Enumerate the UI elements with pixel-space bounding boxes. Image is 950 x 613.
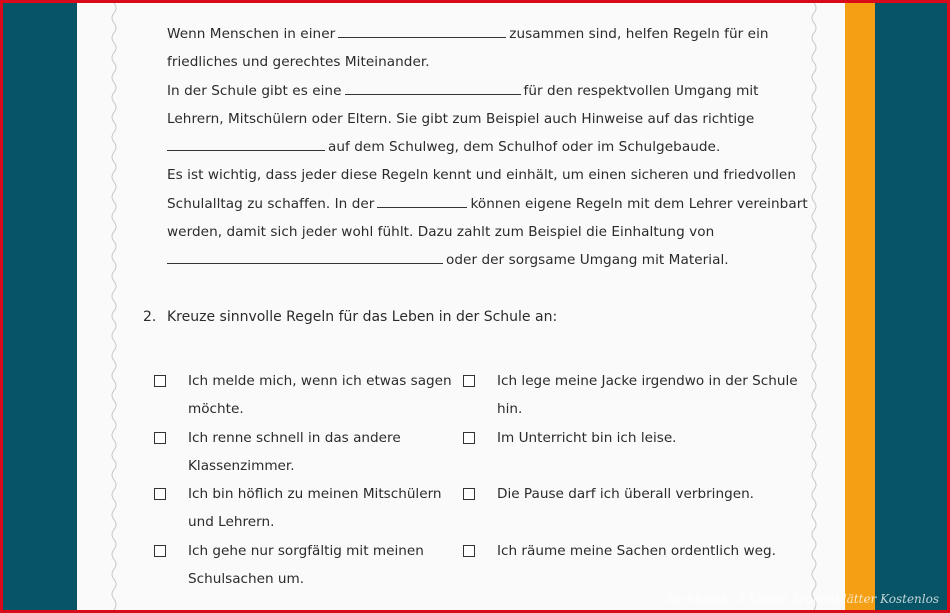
checkbox[interactable]: [463, 375, 475, 387]
fill-in-blank[interactable]: [345, 77, 521, 95]
task-instruction: Kreuze sinnvolle Regeln für das Leben in der Schule an:: [167, 309, 558, 325]
text-fragment: für den respektvollen Umgang mit: [523, 82, 759, 99]
checkbox-option: [154, 480, 442, 537]
checkbox-option: [463, 537, 776, 594]
text-line: [167, 20, 787, 48]
option-text: Ich lege meine Jacke irgendwo in der Schule: [497, 373, 798, 389]
fill-in-blank[interactable]: [338, 20, 506, 38]
fill-in-blank[interactable]: [377, 190, 467, 208]
fill-in-blank[interactable]: [167, 246, 443, 264]
fill-in-blank[interactable]: [167, 133, 325, 151]
option-text: Ich gehe nur sorgfältig mit meinen: [188, 542, 424, 559]
checkbox[interactable]: [154, 545, 166, 557]
task-number: 2.: [143, 309, 157, 325]
text-line: [167, 133, 787, 161]
text-fragment: Wenn Menschen in einer: [167, 26, 336, 42]
checkbox[interactable]: [154, 488, 166, 500]
options-left-column: [154, 367, 452, 593]
option-text: hin.: [497, 401, 523, 418]
text-fragment: können eigene Regeln mit dem Lehrer vereinbart: [470, 195, 808, 212]
checkbox-option: [154, 424, 438, 481]
checkbox-option: [463, 424, 747, 481]
checkbox[interactable]: [154, 432, 166, 444]
option-text: Ich melde mich, wenn ich etwas sagen: [188, 373, 452, 389]
text-fragment: In der Schule gibt es eine: [167, 82, 342, 99]
options-right-column: [463, 367, 798, 593]
right-teal-band: [875, 3, 947, 610]
checkbox[interactable]: [154, 375, 166, 387]
checkbox[interactable]: [463, 488, 475, 500]
checkbox-option: [463, 367, 798, 424]
option-text: Ich renne schnell in das andere: [188, 429, 401, 446]
text-line: Es ist wichtig, dass jeder diese Regeln kennt und einhält, um einen sicheren und friedvollen: [167, 167, 797, 184]
watermark: Sachkunde 3 Klasse Arbeitsblätter Kostenlos: [665, 592, 939, 606]
left-teal-band: [3, 3, 77, 610]
orange-stripe: [845, 3, 875, 610]
option-text: Klassenzimmer.: [188, 457, 295, 474]
task-heading: [143, 309, 557, 325]
text-fragment: Schulalltag zu schaffen. In der: [167, 195, 375, 212]
option-text: Ich bin höflich zu meinen Mitschülern: [188, 486, 442, 503]
wavy-border-right: [809, 3, 819, 610]
cloze-paragraph: [167, 20, 808, 275]
text-line: werden, damit sich jeder wohl fühlt. Dazu zahlt zum Beispiel die Einhaltung von: [167, 224, 715, 241]
checkbox[interactable]: [463, 545, 475, 557]
text-line: Lehrern, Mitschülern oder Eltern. Sie gibt zum Beispiel auch Hinweise auf das richtige: [167, 110, 755, 127]
text-line: [167, 77, 787, 105]
text-fragment: zusammen sind, helfen Regeln für ein: [509, 26, 769, 42]
option-text: Die Pause darf ich überall verbringen.: [497, 486, 755, 503]
option-text: und Lehrern.: [188, 514, 275, 531]
checkbox-option: [154, 537, 438, 594]
option-text: Im Unterricht bin ich leise.: [497, 429, 677, 446]
option-text: Ich räume meine Sachen ordentlich weg.: [497, 542, 776, 559]
text-fragment: oder der sorgsame Umgang mit Material.: [446, 252, 729, 269]
option-text: möchte.: [188, 401, 244, 418]
text-fragment: auf dem Schulweg, dem Schulhof oder im Schulgebaude.: [328, 139, 721, 156]
text-line: [167, 246, 787, 274]
text-line: friedliches und gerechtes Miteinander.: [167, 54, 430, 71]
checkbox-option: [463, 480, 755, 537]
checkbox[interactable]: [463, 432, 475, 444]
checkbox-option: [154, 367, 452, 424]
wavy-border-left: [109, 3, 119, 610]
text-line: [167, 190, 808, 218]
option-text: Schulsachen um.: [188, 571, 305, 588]
